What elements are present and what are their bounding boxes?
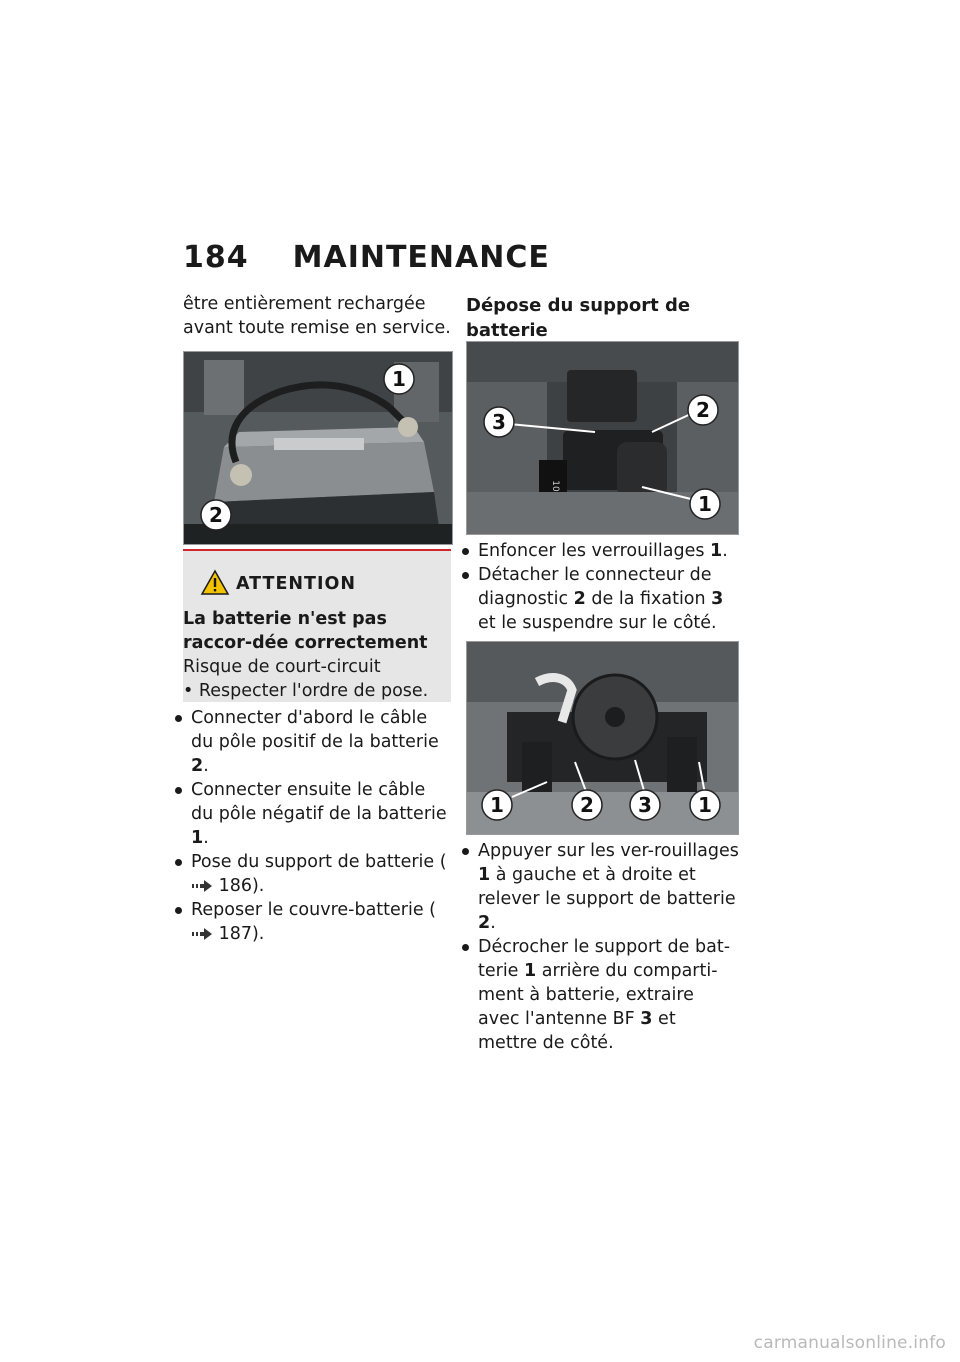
- step-item: Enfoncer les verrouillages 1.: [460, 539, 740, 563]
- removal-steps-b: [460, 839, 740, 1055]
- callout-2: 2: [696, 398, 710, 422]
- page-number: 184: [183, 240, 249, 275]
- connector-figure: [466, 341, 739, 535]
- warning-action: • Respecter l'ordre de pose.: [183, 681, 429, 701]
- page-reference-link[interactable]: 186: [218, 876, 252, 896]
- step-item: Reposer le couvre-batterie ( 187).: [173, 898, 453, 946]
- page-reference-arrow-icon: [191, 928, 213, 940]
- battery-illustration: [184, 352, 452, 544]
- footer-watermark: carmanualsonline.info: [753, 1333, 946, 1353]
- callout-2: 2: [580, 793, 594, 817]
- callout-1: 1: [392, 367, 406, 391]
- step-item: Pose du support de batterie ( 186).: [173, 850, 453, 898]
- connector-illustration: [467, 342, 738, 534]
- page-reference-arrow-icon: [191, 880, 213, 892]
- page-header: [183, 240, 550, 280]
- section-heading: Dépose du support de batterie: [466, 295, 691, 341]
- warning-triangle-icon: [200, 569, 230, 596]
- connector-label-text: 10: [550, 480, 560, 492]
- step-item: Connecter d'abord le câble du pôle positif de la batterie 2.: [173, 706, 453, 778]
- callout-1: 1: [698, 793, 712, 817]
- warning-risk: Risque de court-circuit: [183, 657, 381, 677]
- battery-support-illustration: [467, 642, 738, 834]
- step-item: Appuyer sur les ver-rouillages 1 à gauche et à droite et relever le support de batterie 2.: [460, 839, 740, 935]
- step-item: Décrocher le support de bat-terie 1 arrière du comparti-ment à batterie, extraire avec l'antenne BF 3 et mettre de côté.: [460, 935, 740, 1055]
- warning-label: ATTENTION: [236, 574, 357, 594]
- step-item: Connecter ensuite le câble du pôle négatif de la batterie 1.: [173, 778, 453, 850]
- callout-3: 3: [638, 793, 652, 817]
- callout-1: 1: [490, 793, 504, 817]
- removal-steps-a: [460, 539, 740, 635]
- intro-text: être entièrement rechargée avant toute remise en service.: [183, 294, 451, 338]
- warning-title: La batterie n'est pas raccor-dée correctement: [183, 609, 428, 653]
- callout-3: 3: [492, 410, 506, 434]
- section-title: MAINTENANCE: [292, 240, 550, 275]
- installation-steps: [173, 706, 453, 946]
- step-item: Détacher le connecteur de diagnostic 2 de la fixation 3 et le suspendre sur le côté.: [460, 563, 740, 635]
- warning-box: [183, 549, 451, 702]
- callout-2: 2: [209, 503, 223, 527]
- callout-1: 1: [698, 492, 712, 516]
- battery-figure: [183, 351, 453, 545]
- page-reference-link[interactable]: 187: [218, 924, 252, 944]
- battery-support-figure: [466, 641, 739, 835]
